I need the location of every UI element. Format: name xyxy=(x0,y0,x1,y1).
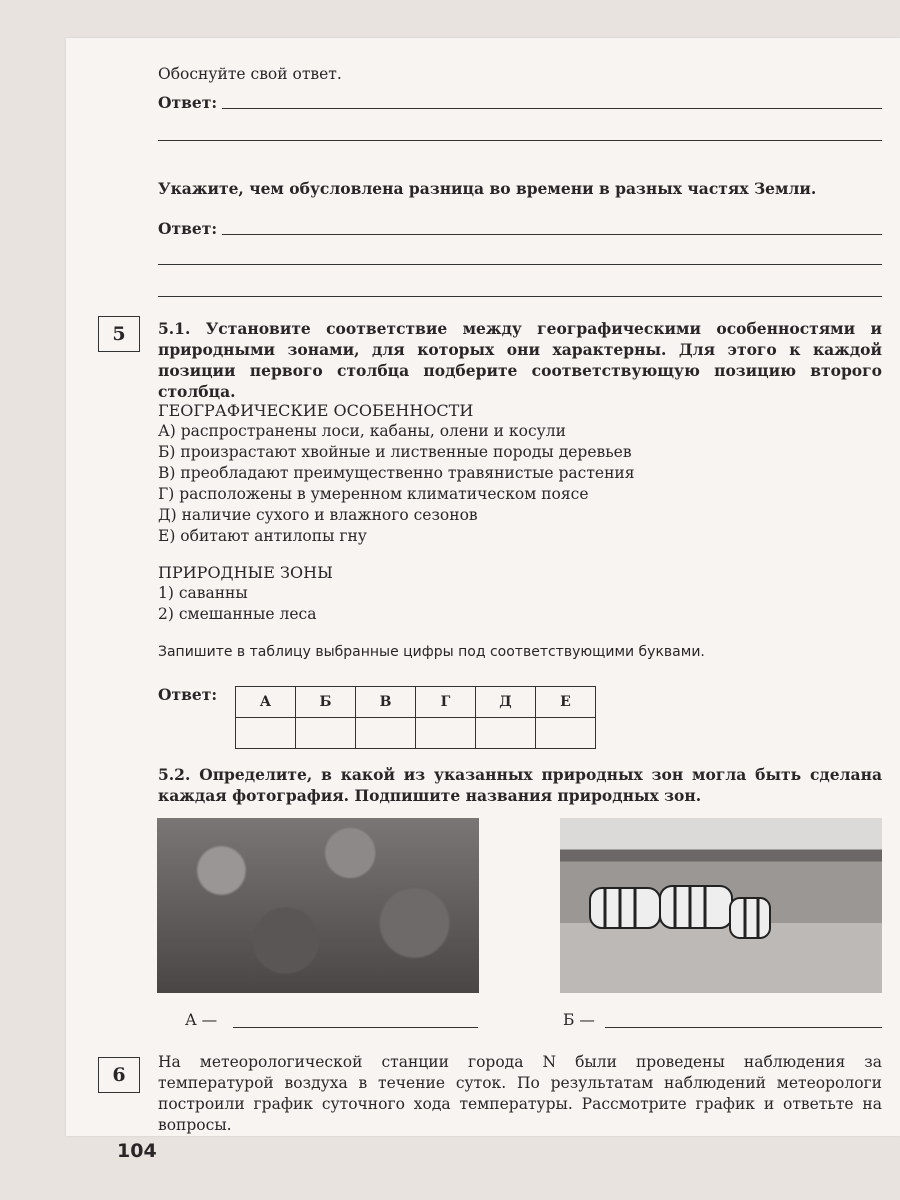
task5-intro: 5.1. Установите соответствие между географическими особенностями и природными зонами, для которых они характерны. Для этого к каждой позиции первого столбца подберите соответствующую позицию второго столбца. xyxy=(158,319,882,401)
answer-label: Ответ: xyxy=(158,219,218,238)
task-number: 6 xyxy=(98,1057,140,1093)
question-text: Укажите, чем обусловлена разница во времени в разных частях Земли. xyxy=(158,179,817,198)
savanna-zebra-photo xyxy=(560,818,882,993)
task6-text: На метеорологической станции города N были проведены наблюдения за температурой воздуха в течение суток. По результатам наблюдений метеорологи построили график суточного хода температуры. Рассмотрите график и ответьте на вопросы. xyxy=(158,1053,882,1134)
table-instruction: Запишите в таблицу выбранные цифры под соответствующими буквами. xyxy=(158,644,705,660)
answer-cell[interactable] xyxy=(296,718,356,749)
answer-label: Ответ: xyxy=(158,93,218,112)
justify-prompt: Обоснуйте свой ответ. xyxy=(158,65,342,83)
photo-a-answer-line[interactable] xyxy=(233,1027,478,1028)
answer-line[interactable] xyxy=(158,296,882,297)
feature-item: Е) обитают антилопы гну xyxy=(158,527,367,545)
table-header: Г xyxy=(416,687,476,718)
zone-item: 2) смешанные леса xyxy=(158,605,317,623)
task-number: 5 xyxy=(98,316,140,352)
answer-cell[interactable] xyxy=(536,718,596,749)
table-header: Д xyxy=(476,687,536,718)
table-header: Е xyxy=(536,687,596,718)
zones-list xyxy=(158,583,316,625)
photo-b-answer-line[interactable] xyxy=(605,1027,882,1028)
table-header: Б xyxy=(296,687,356,718)
zone-item: 1) саванны xyxy=(158,584,248,602)
table-header: А xyxy=(236,687,296,718)
zones-title: ПРИРОДНЫЕ ЗОНЫ xyxy=(158,563,333,582)
features-title: ГЕОГРАФИЧЕСКИЕ ОСОБЕННОСТИ xyxy=(158,401,474,420)
feature-item: Б) произрастают хвойные и лиственные породы деревьев xyxy=(158,443,632,461)
answer-cell[interactable] xyxy=(416,718,476,749)
answer-cell[interactable] xyxy=(356,718,416,749)
feature-item: А) распространены лоси, кабаны, олени и косули xyxy=(158,422,566,440)
feature-item: Г) расположены в умеренном климатическом поясе xyxy=(158,485,589,503)
photo-a-label: А — xyxy=(185,1011,218,1029)
zebra-icon xyxy=(560,818,882,993)
feature-item: В) преобладают преимущественно травянистые растения xyxy=(158,464,635,482)
answer-label: Ответ: xyxy=(158,685,218,704)
photo-b-label: Б — xyxy=(563,1011,595,1029)
answer-line[interactable] xyxy=(222,234,882,235)
answer-line[interactable] xyxy=(158,264,882,265)
answer-line[interactable] xyxy=(222,108,882,109)
answer-table xyxy=(235,686,596,749)
answer-line[interactable] xyxy=(158,140,882,141)
answer-cell[interactable] xyxy=(236,718,296,749)
forest-photo xyxy=(157,818,479,993)
feature-item: Д) наличие сухого и влажного сезонов xyxy=(158,506,478,524)
table-header: В xyxy=(356,687,416,718)
features-list xyxy=(158,421,635,547)
answer-cell[interactable] xyxy=(476,718,536,749)
page-number: 104 xyxy=(117,1140,157,1162)
task5-2-question: 5.2. Определите, в какой из указанных природных зон могла быть сделана каждая фотография. Подпишите названия природных зон. xyxy=(158,765,882,805)
